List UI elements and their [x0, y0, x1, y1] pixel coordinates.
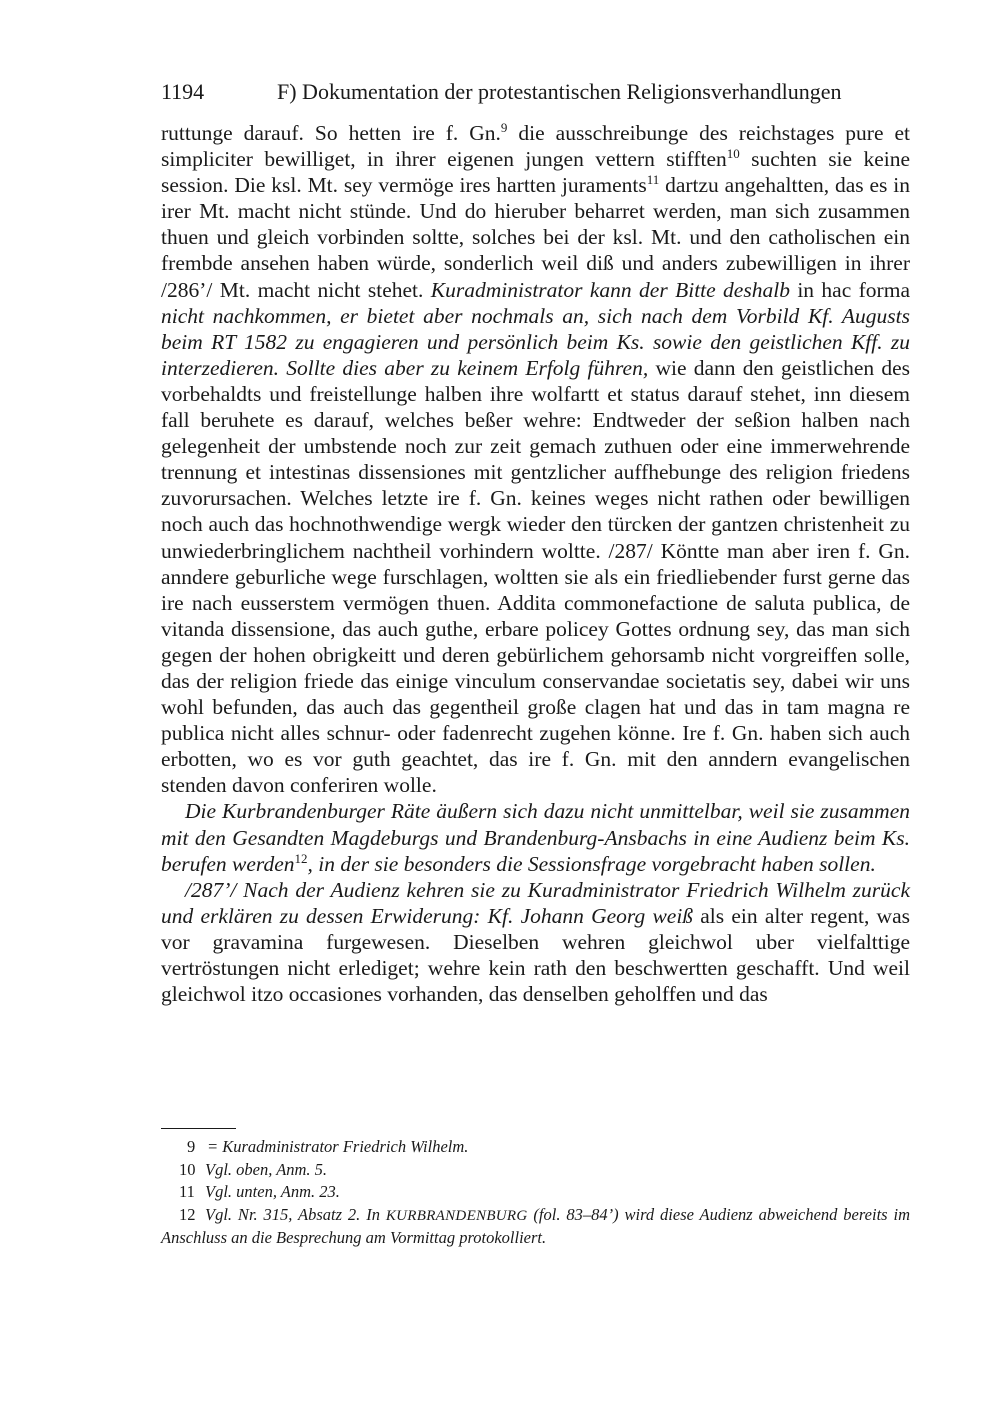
source-siglum: KURBRANDENBURG: [385, 1207, 528, 1224]
footnote-ref-12[interactable]: 12: [294, 850, 308, 866]
running-header: [161, 78, 911, 106]
editorial-summary: Kuradministrator kann der Bitte deshalb: [430, 277, 790, 302]
page-number: 1194: [161, 79, 205, 104]
text-run: die ausschreibunge des reichstages pure et simpliciter bewilliget, in ihrer eigenen jungen vettern stifften: [161, 121, 910, 172]
footnote-12: [161, 1204, 910, 1250]
footnote-text: Vgl. unten, Anm. 23.: [205, 1182, 340, 1201]
text-run: in hac forma: [789, 277, 910, 302]
editorial-summary: nicht nachkommen, er bietet aber nochmals an, sich nach dem Vorbild Kf. Augusts beim RT 1582 zu engagieren und persönlich beim Ks. sowie den geistlichen Kff. zu interzedieren. Sollte dies aber zu keinem Erfolg führen,: [161, 303, 910, 380]
editorial-summary: Die Kurbrandenburger Räte äußern sich dazu nicht unmittelbar, weil sie zusammen mit den Gesandten Magdeburgs und Brandenburg-Ansbachs in eine Audienz beim Ks. berufen werden: [161, 799, 910, 876]
footnote-11: [161, 1181, 910, 1204]
footnote-ref-9[interactable]: 9: [500, 120, 508, 135]
paragraph: [161, 798, 910, 876]
footnote-text: (fol. 83–84’) wird diese Audienz abweichend bereits im Anschluss an die Besprechung am Vormittag protokolliert.: [161, 1204, 910, 1247]
text-run: ruttunge darauf. So hetten ire f. Gn.: [161, 121, 501, 145]
paragraph: [161, 877, 910, 1007]
footnote-text: = Kuradministrator Friedrich Wilhelm.: [207, 1137, 469, 1156]
text-run: wie dann den geistlichen des vorbehaldts und freistellunge halben ihre wolfartt et status darauf stehet, inn diesem fall beruhete es darauf, welches beßer wehre: Endtweder der seßion halben nach gelegenheit der umbstende noch zur zeit gemach zuthuen oder eine immerwehrende trennung et intestinas dissensiones mit gentzlicher auffhebunge des religion friedens zuvorursachen. Welches letzte ire f. Gn. keines weges nicht rathen oder bewilligen noch auch das hochnothwendige wergk wieder den türcken der gantzen christenheit zu unwiederbringlichem nachtheil vorhindern woltte. /287/ Köntte man aber iren f. Gn. anndere geburliche wege furschlagen, woltten sie als ein friedliebender furst gerne das ire nach eusserstem vermögen thuen. Addita commonefactione de saluta publica, de vitanda dissensione, das auch guthe, erbare policey Gottes ordnung sey, das man sich gegen der hohen obrigkeitt und deren gebürlichem gehorsamb nicht vorgreiffen solle, das der religion friede das einige vinculum conservandae societatis sey, dabei wir uns wohl befunden, das auch das gegentheil große clagen hat und das in tam magna re publica nicht alles schnur- oder fadenrecht zugehen könne. Ire f. Gn. haben sich auch erbotten, wo es vor guth geachtet, das ire f. Gn. mit den anndern evangelischen stenden davon conferiren wolle.: [161, 355, 910, 798]
footnote-text: Vgl. Nr. 315, Absatz 2. In: [205, 1204, 386, 1224]
footnote-text: Vgl. oben, Anm. 5.: [205, 1159, 328, 1179]
editorial-summary: , in der sie besonders die Sessionsfrage vorgebracht haben sollen.: [307, 851, 876, 876]
editorial-summary: /287’/ Nach der Audienz kehren sie zu Kuradministrator Friedrich Wilhelm zurück und erklären zu dessen Erwiderung: Kf. Johann Georg weiß: [161, 877, 910, 928]
footnote-ref-11[interactable]: 11: [646, 172, 660, 188]
footnote-number: 11: [179, 1182, 195, 1201]
footnotes: [161, 1136, 910, 1250]
paragraph: [161, 120, 910, 798]
main-text: [161, 120, 910, 1007]
text-run: dartzu angehaltten, das es in irer Mt. macht nicht stünde. Und do hieruber beharret werden, man sich zusammen thuen und gleich vorbinden soltte, solches bei der ksl. Mt. und den catholischen ein frembde ansehen haben würde, sonderlich weil diß und anders zubewilligen in ihrer /286’/ Mt. macht nicht stehet.: [161, 173, 910, 302]
running-title: F) Dokumentation der protestantischen Religionsverhandlungen: [277, 79, 842, 104]
footnote-separator: [161, 1128, 236, 1129]
footnote-10: [161, 1159, 910, 1182]
text-run: suchten sie keine session. Die ksl. Mt. sey vermöge ires hartten juraments: [161, 147, 911, 198]
footnote-number: 9: [187, 1137, 196, 1156]
footnote-ref-10[interactable]: 10: [726, 146, 740, 162]
footnote-number: 12: [179, 1204, 196, 1224]
text-run: als ein alter regent, was vor gravamina furgewesen. Dieselben wehren gleichwol uber vielfalttige vertröstungen nicht erlediget; wehre kein rath den beschwertten geschafft. Und weil gleichwol itzo occasiones vorhanden, das denselben geholffen und das: [161, 903, 910, 1007]
footnote-number: 10: [179, 1159, 196, 1179]
footnote-9: [161, 1136, 910, 1159]
